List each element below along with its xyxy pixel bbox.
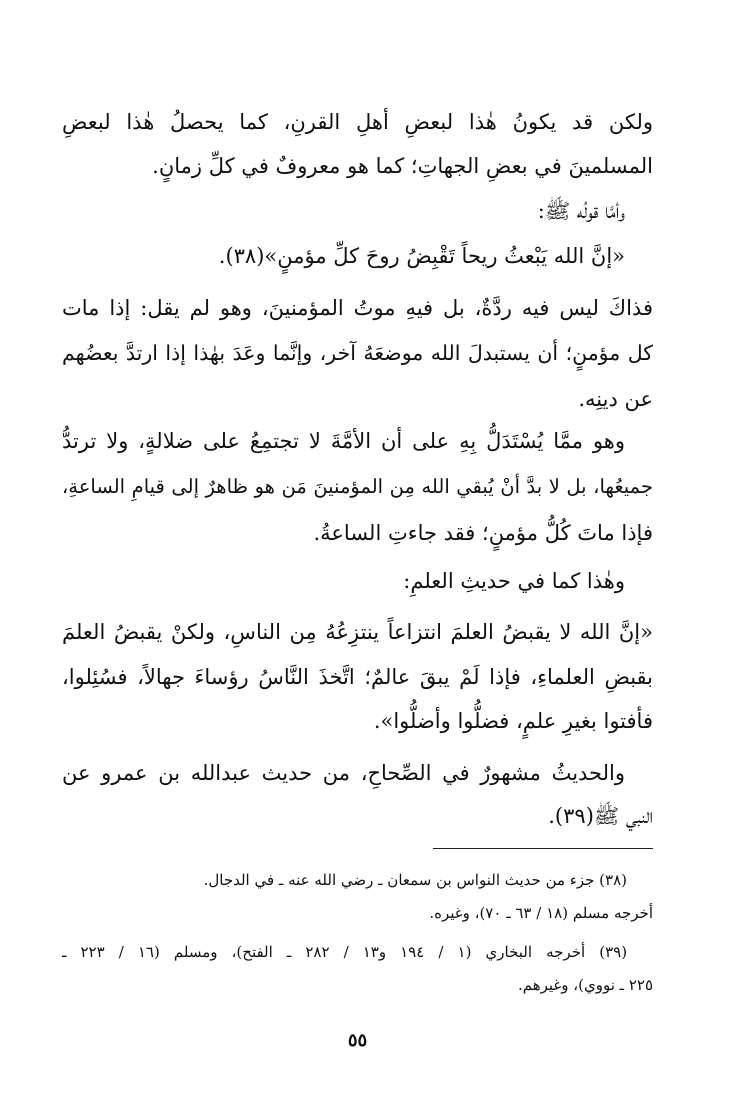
text-line-2: المسلمينَ في بعضِ الجهاتِ؛ كما هو معروفٌ في كلِّ زمانٍ. [152,154,653,178]
text-line-5: فذاكَ ليس فيه ردَّةٌ، بل فيهِ موتُ المؤمنينَ، وهو لم يقل: إذا مات [62,296,653,320]
text-line-1: ولكن قد يكونُ هٰذا لبعضِ أهلِ القرنِ، كما يحصلُ هٰذا لبعضِ [62,110,653,134]
text-line-14: فأفتوا بغيرِ علمٍ، فضلُّوا وأضلُّوا». [373,709,653,733]
text-line-6: كل مؤمنٍ؛ أن يستبدلَ الله موضعَهُ آخر، وإنَّما وعَدَ بهٰذا إذا ارتدَّ بعضُهم [62,341,653,365]
text-line-9: جميعُها، بل لا بدَّ أنْ يُبقي الله مِن المؤمنينَ مَن هو ظاهرٌ إلى قيامِ الساعةِ، [62,475,653,498]
text-line-10: فإذا ماتَ كُلُّ مؤمنٍ؛ فقد جاءتِ الساعةُ. [313,521,653,545]
book-page [62,0,653,1096]
text-line-12: «إنَّ الله لا يقبضُ العلمَ انتزاعاً ينتزِعُهُ مِن الناسِ، ولكنْ يقبضُ العلمَ [62,620,653,644]
text-line-11: وهٰذا كما في حديثِ العلمِ: [403,569,625,593]
text-line-8: وهو ممَّا يُسْتَدَلُّ بِهِ على أن الأمَّةَ لا تجتمِعُ على ضلالةٍ، ولا ترتدُّ [62,429,625,453]
text-line-16: النبي ﷺ(٣٩). [548,804,653,828]
text-line-13: بقبضِ العلماءِ، فإذا لَمْ يبقَ عالمٌ؛ اتَّخذَ النَّاسُ رؤساءَ جهالاً، فسُئِلوا، [62,665,653,689]
footnote-39-continued: ٢٢٥ ـ نووي)، وغيرهم. [517,976,653,994]
text-line-4: «إنَّ الله يَبْعثُ ريحاً تَقْبِضُ روحَ كلِّ مؤمنٍ»(٣٨). [218,244,625,268]
footnote-38-source: أخرجه مسلم (١٨ / ٦٣ ـ ٧٠)، وغيره. [429,904,653,922]
text-line-7: عن دينِه. [578,387,653,411]
footnote-38: (٣٨) جزء من حديث النواس بن سمعان ـ رضي الله عنه ـ في الدجال. [203,871,627,889]
page-number: ٥٥ [347,1030,368,1051]
text-line-15: والحديثُ مشهورٌ في الصِّحاحِ، من حديث عبدالله بن عمرو عن [62,761,625,785]
footnote-divider [433,848,653,849]
text-line-3: وأمَّا قولُه ﷺ: [537,199,625,223]
footnote-39: (٣٩) أخرجه البخاري (١ / ١٩٤ و١٣ / ٢٨٢ ـ الفتح)، ومسلم (١٦ / ٢٢٣ ـ [62,943,628,961]
